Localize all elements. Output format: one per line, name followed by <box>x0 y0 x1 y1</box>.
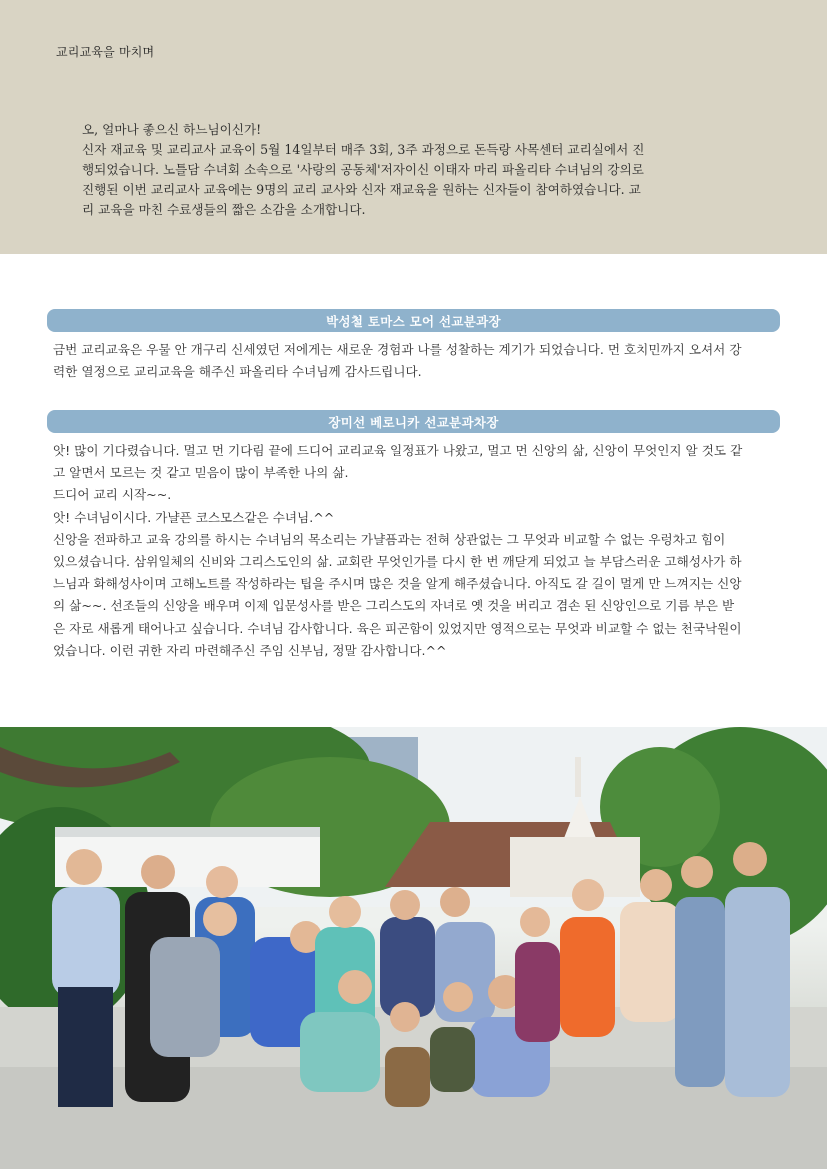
testimonial-line: 고 알면서 모르는 것 같고 믿음이 많이 부족한 나의 삶. <box>53 465 349 481</box>
testimonial-line: 앗! 수녀님이시다. 가냘픈 코스모스같은 수녀님.^^ <box>53 509 335 525</box>
intro-line: 신자 재교육 및 교리교사 교육이 5월 14일부터 매주 3회, 3주 과정으로 돈득랑 사목센터 교리실에서 진 <box>82 142 645 157</box>
intro-line: 행되었습니다. 노틀담 수녀회 소속으로 '사랑의 공동체'저자이신 이태자 마리 파올리타 수녀님의 강의로 <box>82 162 644 177</box>
intro-paragraph <box>82 120 752 220</box>
intro-line: 리 교육을 마친 수료생들의 짧은 소감을 소개합니다. <box>82 202 366 217</box>
intro-line: 오, 얼마나 좋으신 하느님이신가! <box>82 122 262 137</box>
testimonial-line: 느님과 화해성사이며 고해노트를 작성하라는 팁을 주시며 많은 것을 알게 해주셨습니다. 아직도 갈 길이 멀게 만 느껴지는 신앙 <box>53 576 742 592</box>
intro-line: 진행된 이번 교리교사 교육에는 9명의 교리 교사와 신자 재교육을 원하는 신자들이 참여하였습니다. 교 <box>82 182 641 197</box>
testimonial-line: 있으셨습니다. 삼위일체의 신비와 그리스도인의 삶. 교회란 무엇인가를 다시 한 번 깨닫게 되었고 늘 부담스러운 고해성사가 하 <box>53 554 742 570</box>
testimonial-line: 력한 열정으로 교리교육을 해주신 파올리타 수녀님께 감사드립니다. <box>53 364 422 380</box>
testimonial-line: 신앙을 전파하고 교육 강의를 하시는 수녀님의 목소리는 가냘픔과는 전혀 상관없는 그 무엇과 비교할 수 없는 우렁차고 힘이 <box>53 531 726 547</box>
testimonial-name-bar: 장미선 베로니카 선교분과차장 <box>47 410 780 433</box>
group-photo <box>0 727 827 1169</box>
testimonial-text <box>53 440 779 662</box>
testimonial-line: 은 자로 새롭게 태어나고 싶습니다. 수녀님 감사합니다. 육은 피곤함이 있었지만 영적으로는 무엇과 비교할 수 없는 천국낙원이 <box>53 620 742 636</box>
section-title: 교리교육을 마치며 <box>56 45 155 59</box>
testimonial-line: 의 삶~~. 선조들의 신앙을 배우며 이제 입문성사를 받은 그리스도의 자녀로 옛 것을 버리고 겸손 된 신앙인으로 기름 부은 받 <box>53 598 735 614</box>
testimonial-name-bar: 박성철 토마스 모어 선교분과장 <box>47 309 780 332</box>
testimonial-line: 었습니다. 이런 귀한 자리 마련해주신 주임 신부님, 정말 감사합니다.^^ <box>53 642 447 658</box>
testimonial-line: 앗! 많이 기다렸습니다. 멀고 먼 기다림 끝에 드디어 교리교육 일정표가 나왔고, 멀고 먼 신앙의 삶, 신앙이 무엇인지 알 것도 같 <box>53 443 743 458</box>
testimonial-line: 드디어 교리 시작~~. <box>53 487 172 503</box>
testimonial-text <box>53 339 779 383</box>
testimonial-line: 금번 교리교육은 우물 안 개구리 신세였던 저에게는 새로운 경험과 나를 성찰하는 계기가 되었습니다. 먼 호치민까지 오셔서 강 <box>53 342 742 357</box>
